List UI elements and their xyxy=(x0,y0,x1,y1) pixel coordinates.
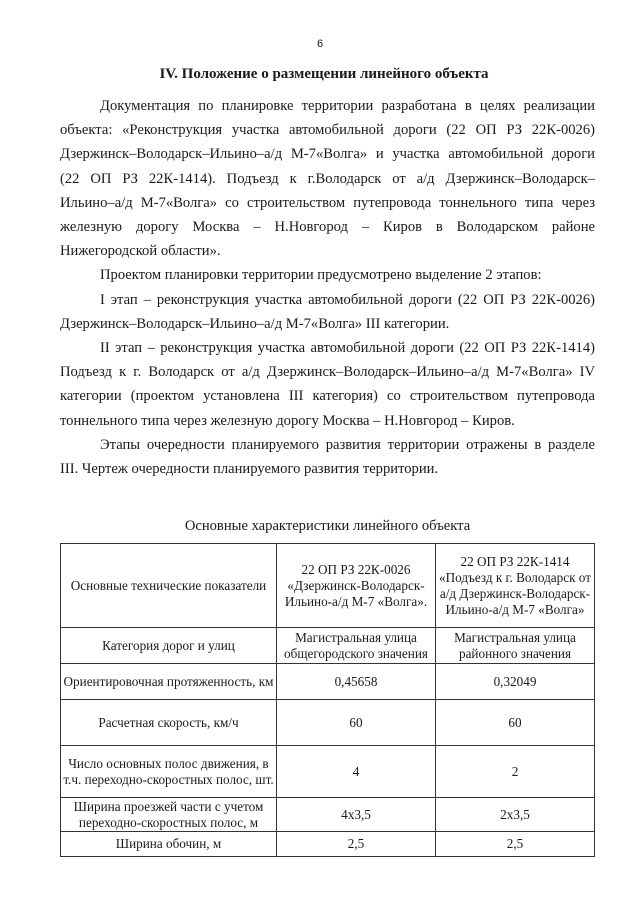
table-cell: 0,32049 xyxy=(436,664,595,700)
header-cell: 22 ОП РЗ 22К-1414 «Подъезд к г. Володарск от а/д Дзержинск-Володарск-Ильино-а/д М-7 «Волга» xyxy=(436,544,595,628)
table-header-row xyxy=(61,544,595,628)
table-row xyxy=(61,798,595,832)
table-row xyxy=(61,832,595,857)
table-cell: Ширина обочин, м xyxy=(61,832,277,857)
text-line: Проектом планировки территории предусмотрено выделение 2 этапов: xyxy=(100,267,542,284)
text-line: тоннельного типа через железную дорогу Москва – Н.Новгород – Киров. xyxy=(60,412,515,429)
table-row xyxy=(61,628,595,664)
text-line: Дзержинск–Володарск–Ильино–а/д М-7«Волга» III категории. xyxy=(60,315,450,332)
table-caption: Основные характеристики линейного объекта xyxy=(184,518,471,534)
table-cell: 0,45658 xyxy=(277,664,436,700)
table-cell: Число основных полос движения, в т.ч. переходно-скоростных полос, шт. xyxy=(61,746,277,798)
table-cell: 4х3,5 xyxy=(277,798,436,832)
section-title: IV. Положение о размещении линейного объекта xyxy=(159,66,489,82)
text-line: Ильино–а/д М-7«Волга» со строительством путепровода тоннельного типа через xyxy=(60,194,595,211)
table-row xyxy=(61,746,595,798)
table-cell: 2х3,5 xyxy=(436,798,595,832)
paragraph-intro xyxy=(60,94,595,263)
table-cell: Магистральная улица общегородского значения xyxy=(277,628,436,664)
text-line: (22 ОП РЗ 22К-1414). Подъезд к г.Володарск от а/д Дзержинск–Володарск– xyxy=(60,170,595,187)
text-line: объекта: «Реконструкция участка автомобильной дороги (22 ОП РЗ 22К-0026) xyxy=(60,122,595,139)
table-row xyxy=(61,700,595,746)
text-line: Подъезд к г. Володарск от а/д Дзержинск–Володарск–Ильино–а/д М-7«Волга» IV xyxy=(60,364,595,381)
text-line: железную дорогу Москва – Н.Новгород – Киров в Володарском районе xyxy=(60,219,595,236)
table-cell: 4 xyxy=(277,746,436,798)
page-number: 6 xyxy=(316,38,324,50)
text-line: категории (проектом установлена III категория) со строительством путепровода xyxy=(60,388,595,405)
text-line: Нижегородской области». xyxy=(60,243,221,260)
table-cell: Ориентировочная протяженность, км xyxy=(61,664,277,700)
table-cell: 60 xyxy=(277,700,436,746)
text-line: II этап – реконструкция участка автомобильной дороги (22 ОП РЗ 22К-1414) xyxy=(100,340,595,357)
characteristics-table xyxy=(60,543,595,857)
table-cell: 2 xyxy=(436,746,595,798)
table-cell: Расчетная скорость, км/ч xyxy=(61,700,277,746)
text-line: III. Чертеж очередности планируемого развития территории. xyxy=(60,461,439,478)
text-line: Документация по планировке территории разработана в целях реализации xyxy=(100,98,595,114)
table-cell: 2,5 xyxy=(436,832,595,857)
table-cell: Ширина проезжей части с учетом переходно-скоростных полос, м xyxy=(61,798,277,832)
paragraph-stages xyxy=(60,263,595,287)
table-row xyxy=(61,664,595,700)
text-line: Дзержинск–Володарск–Ильино–а/д М-7«Волга» и участка автомобильной дороги xyxy=(60,146,595,163)
paragraph-phases xyxy=(60,433,595,481)
paragraph-stage-2 xyxy=(60,336,595,433)
text-line: Этапы очередности планируемого развития территории отражены в разделе xyxy=(100,436,595,453)
table-cell: Магистральная улица районного значения xyxy=(436,628,595,664)
paragraph-stage-1 xyxy=(60,288,595,336)
header-cell: Основные технические показатели xyxy=(61,544,277,628)
table-cell: Категория дорог и улиц xyxy=(61,628,277,664)
document-body xyxy=(60,94,595,481)
table-cell: 2,5 xyxy=(277,832,436,857)
table-cell: 60 xyxy=(436,700,595,746)
header-cell: 22 ОП РЗ 22К-0026 «Дзержинск-Володарск-Ильино-а/д М-7 «Волга». xyxy=(277,544,436,628)
text-line: I этап – реконструкция участка автомобильной дороги (22 ОП РЗ 22К-0026) xyxy=(100,291,595,308)
